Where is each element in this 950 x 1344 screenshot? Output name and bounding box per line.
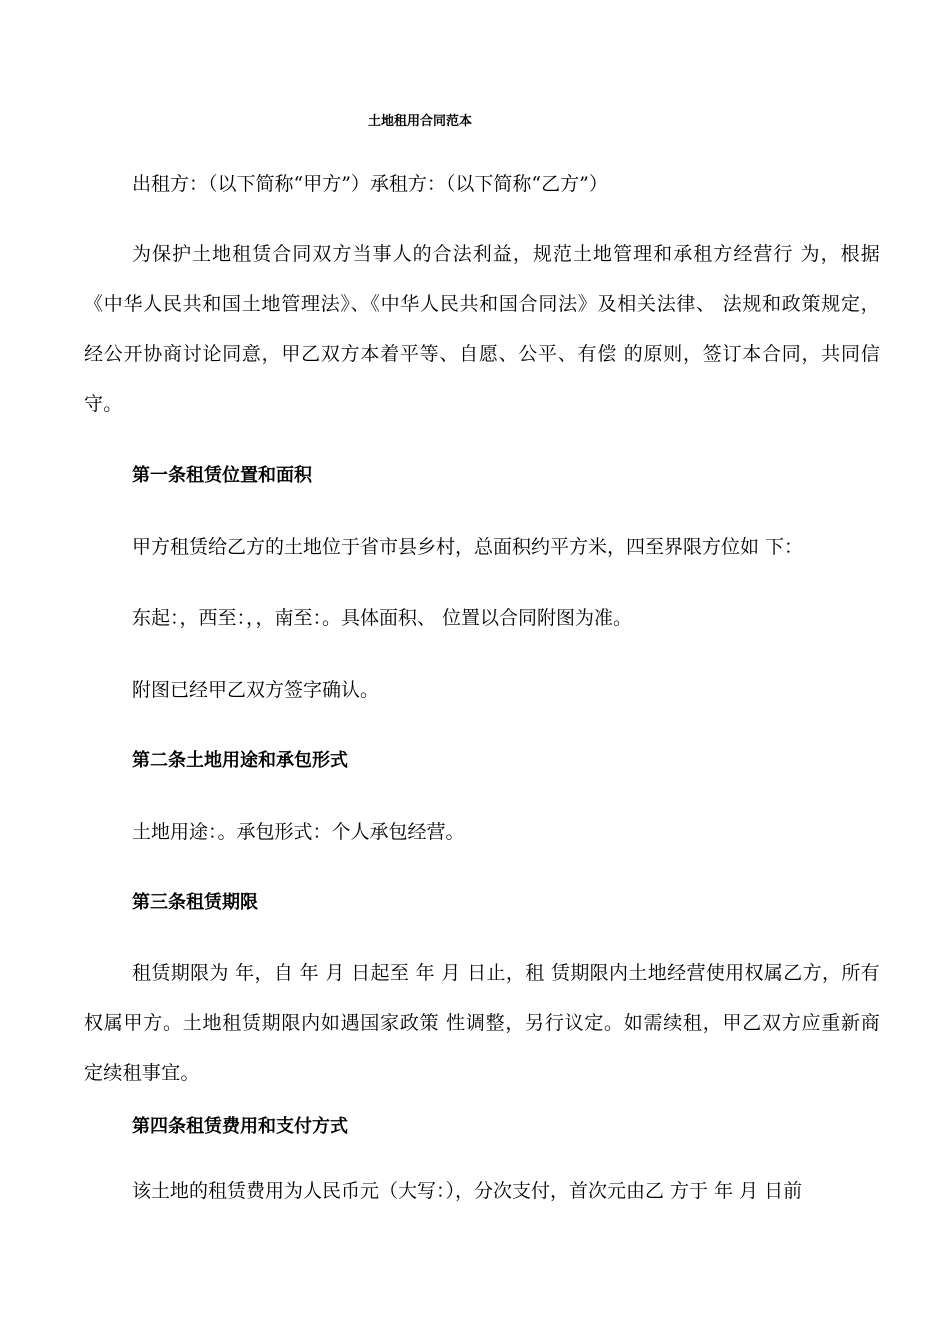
- article2-usage-line: 土地用途：。承包形式：个人承包经营。: [132, 821, 465, 843]
- parties-line: 出租方：（以下简称“甲方”）承租方：（以下简称“乙方”）: [132, 173, 608, 195]
- article3-heading: 第三条租赁期限: [132, 892, 258, 913]
- article1-confirm-line: 附图已经甲乙双方签字确认。: [132, 679, 380, 701]
- article2-heading: 第二条土地用途和承包形式: [132, 750, 348, 771]
- article1-boundary-line: 东起：，西至：，，南至：。具体面积、 位置以合同附图为准。: [132, 607, 633, 629]
- article4-fee-line: 该土地的租赁费用为人民币元（大写：），分次支付，首次元由乙 方于 年 月 日前: [132, 1180, 803, 1202]
- article3-paragraph: 租赁期限为 年，自 年 月 日起至 年 月 日止，租 赁期限内土地经营使用权属乙方，所有权属甲方。土地租赁期限内如遇国家政策 性调整，另行议定。如需续租，甲乙双方应重新商定续租事宜。: [84, 962, 880, 1084]
- preamble-paragraph: 为保护土地租赁合同双方当事人的合法利益，规范土地管理和承租方经营行 为，根据《中华人民共和国土地管理法》、《中华人民共和国合同法》及相关法律、 法规和政策规定，经公开协商讨论同意，甲乙双方本着平等、自愿、公平、有偿 的原则，签订本合同，共同信守。: [84, 243, 880, 415]
- document-title: 土地租用合同范本: [368, 114, 473, 129]
- article1-location-line: 甲方租赁给乙方的土地位于省市县乡村，总面积约平方米，四至界限方位如 下：: [132, 536, 804, 558]
- article4-heading: 第四条租赁费用和支付方式: [132, 1116, 348, 1137]
- article1-heading: 第一条租赁位置和面积: [132, 465, 312, 486]
